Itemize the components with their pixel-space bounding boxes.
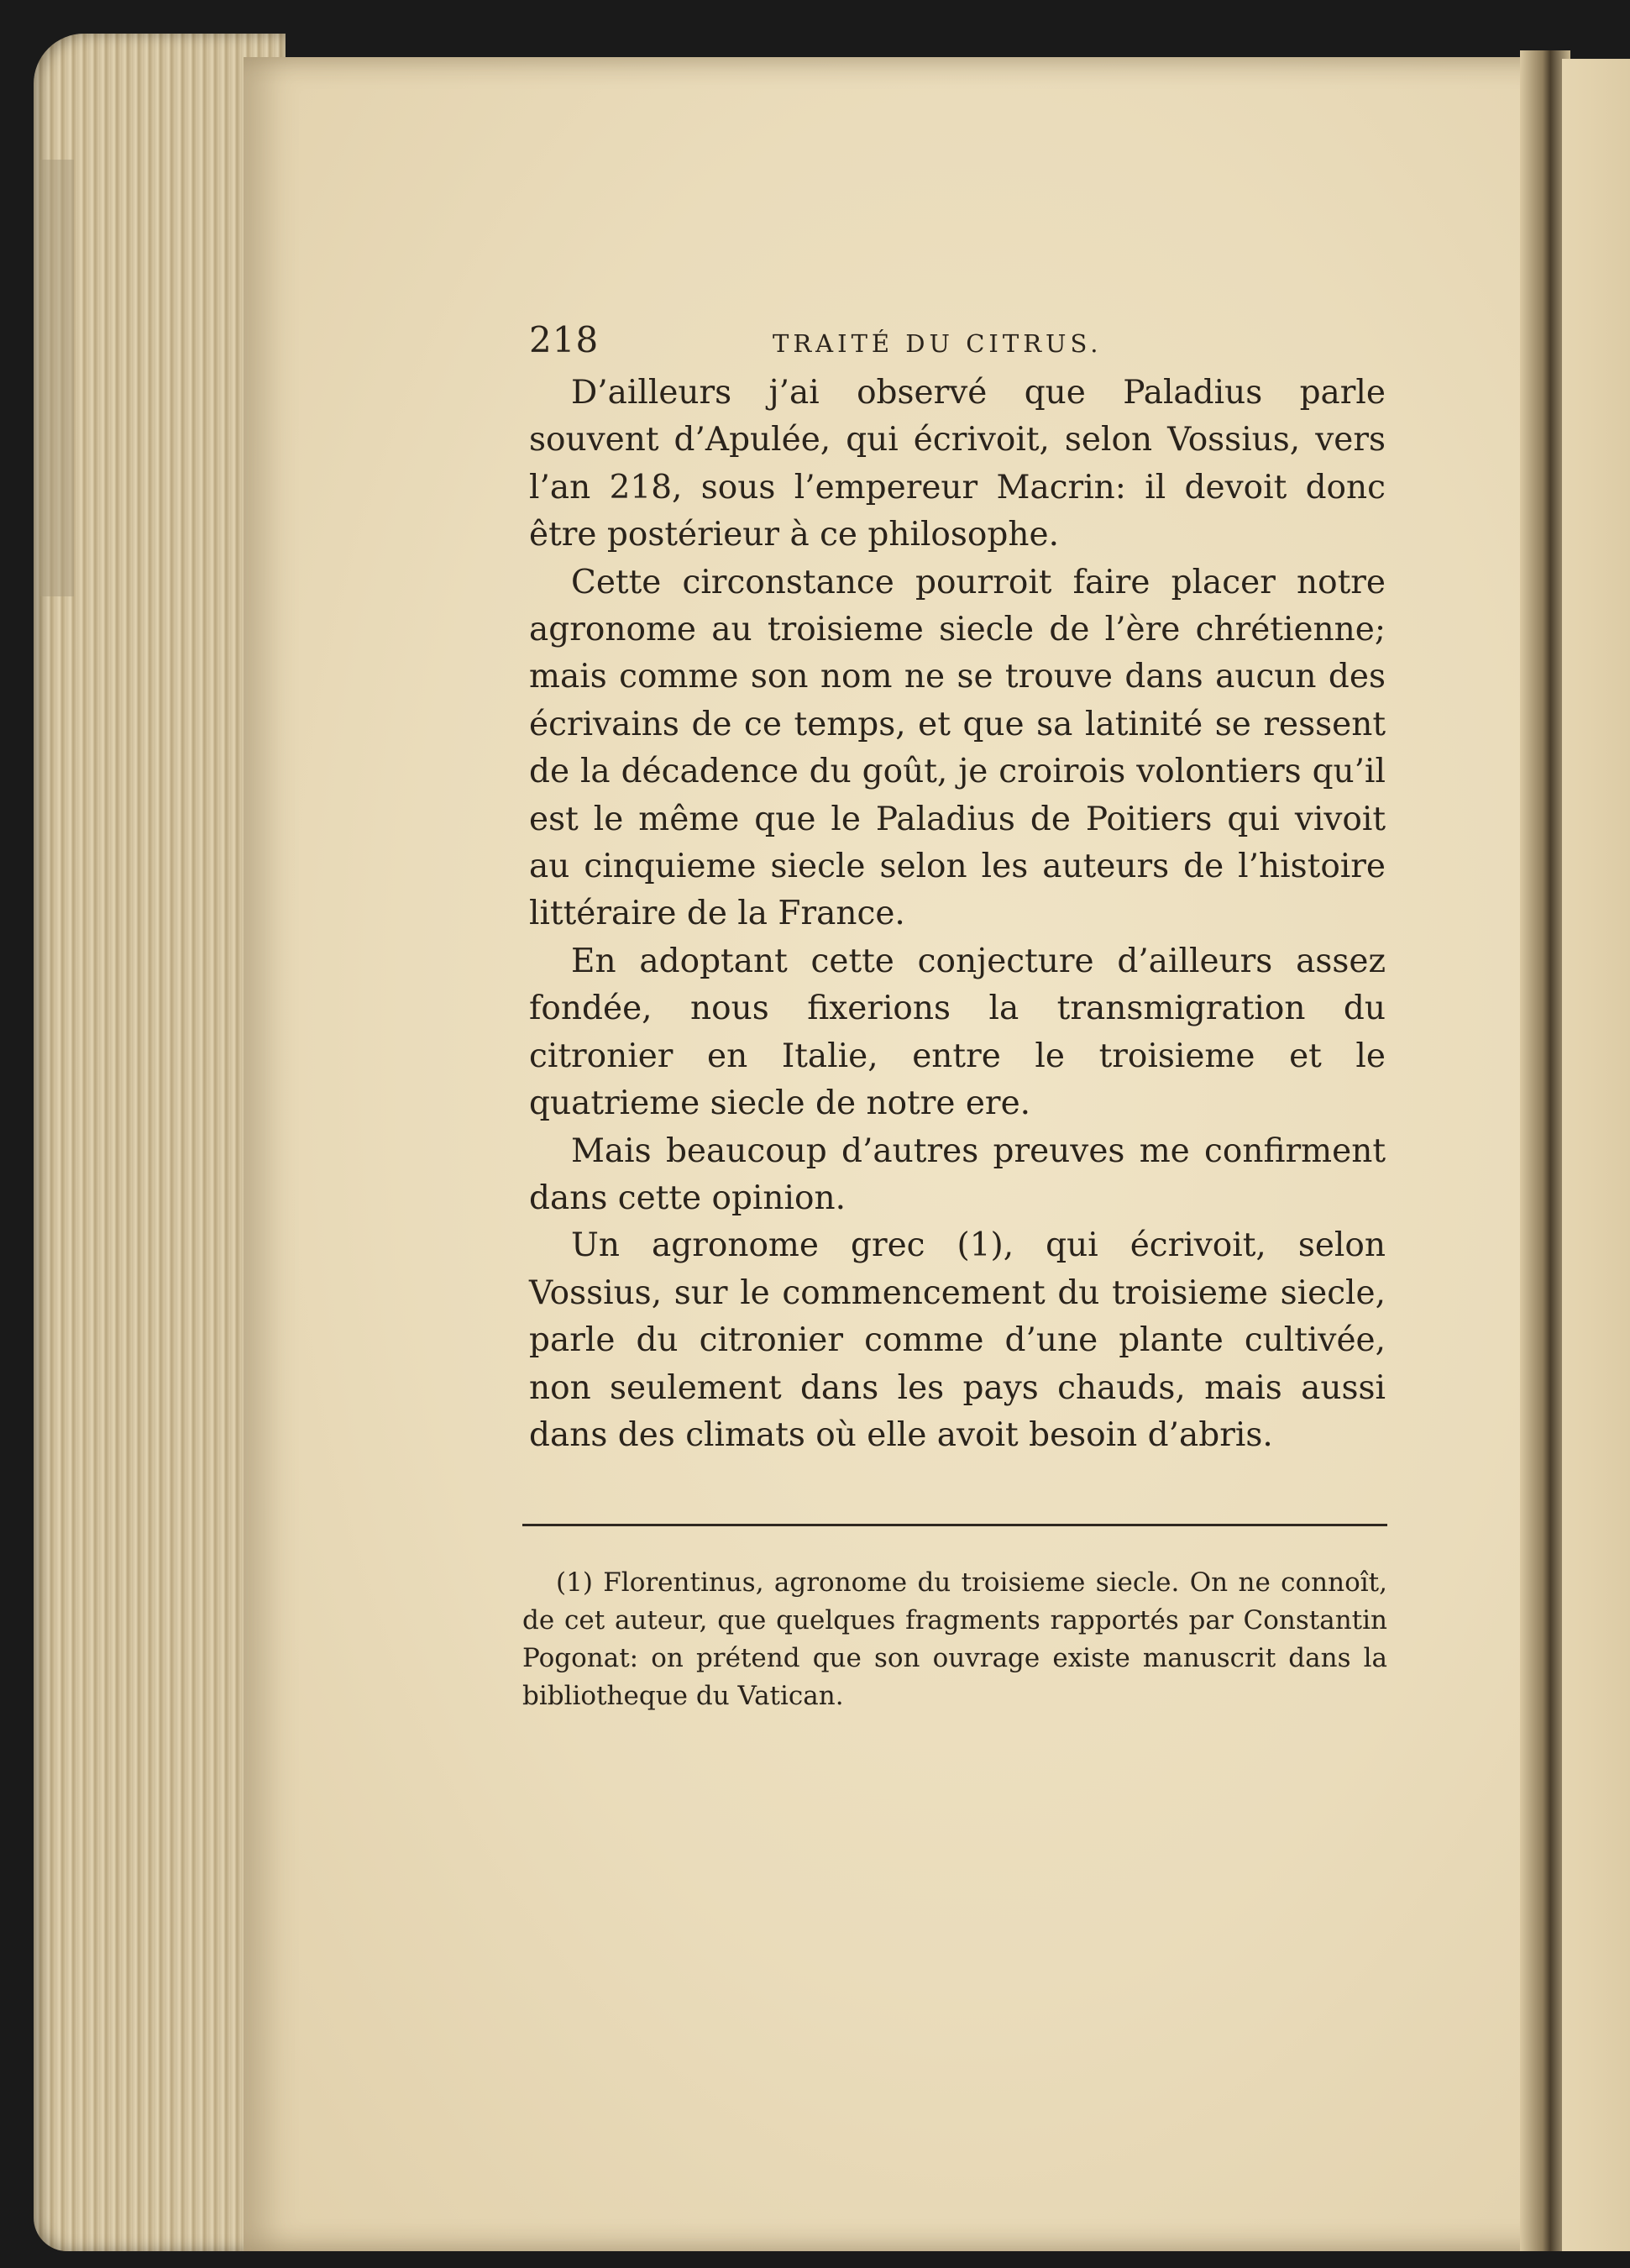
page-number: 218 — [529, 319, 600, 360]
main-text — [529, 370, 1386, 1459]
footnote-text: (1) Florentinus, agronome du troisieme siecle. On ne connoît, de cet auteur, que quelques fragments rapportés par Constantin Pogonat: on prétend que son ouvrage existe manuscrit dans la bibliotheque du Vatican. — [522, 1567, 1387, 1711]
facing-page-edge — [1562, 59, 1630, 2251]
paragraph: Mais beaucoup d’autres preuves me confirment dans cette opinion. — [529, 1131, 1386, 1217]
paragraph: Un agronome grec (1), qui écrivoit, selon Vossius, sur le commencement du troisieme siecle, parle du citronier comme d’une plante cultivée, non seulement dans les pays chauds, mais aussi dans des climats où elle avoit besoin d’abris. — [529, 1226, 1386, 1454]
footnote — [522, 1564, 1387, 1715]
paragraph: D’ailleurs j’ai observé que Paladius parle souvent d’Apulée, qui écrivoit, selon Vossius, vers l’an 218, sous l’empereur Macrin: il devoit donc être postérieur à ce philosophe. — [529, 374, 1386, 554]
footnote-separator — [522, 1524, 1387, 1526]
paragraph: Cette circonstance pourroit faire placer notre agronome au troisieme siecle de l’ère chrétienne; mais comme son nom ne se trouve dans aucun des écrivains de ce temps, et que sa latinité se ressent de la décadence du goût, je croirois volontiers qu’il est le même que le Paladius de Poitiers qui vivoit au cinquieme siecle selon les auteurs de l’histoire littéraire de la France. — [529, 563, 1386, 933]
paragraph: En adoptant cette conjecture d’ailleurs assez fondée, nous fixerions la transmigration du citronier en Italie, entre le troisieme et le quatrieme siecle de notre ere. — [529, 942, 1386, 1123]
page-header — [529, 319, 1394, 361]
running-title: TRAITÉ DU CITRUS. — [773, 329, 1103, 358]
